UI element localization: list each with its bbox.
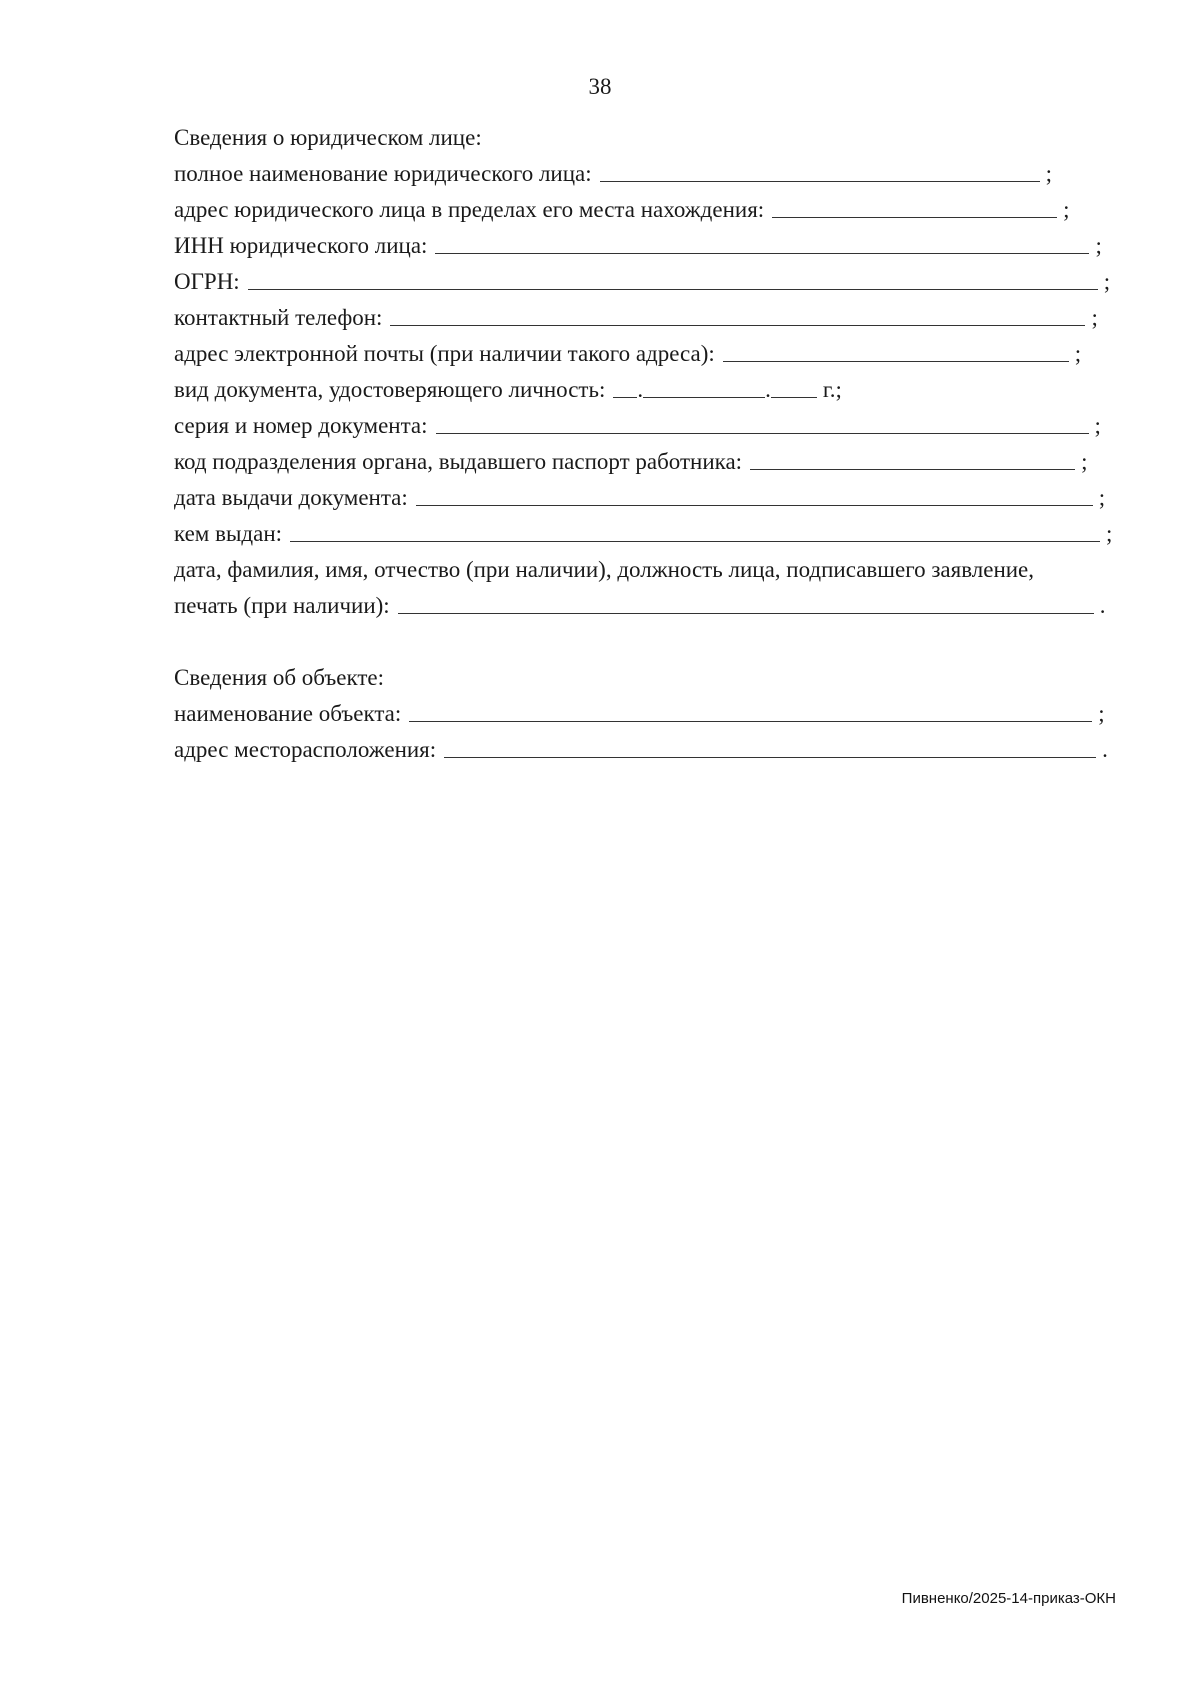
ogrn-label: ОГРН: <box>174 269 240 294</box>
division-code-field[interactable] <box>750 444 1075 470</box>
period: . <box>1099 593 1106 618</box>
phone-field[interactable] <box>390 300 1085 326</box>
email-field[interactable] <box>723 336 1069 362</box>
semicolon: ; <box>1081 449 1088 474</box>
form-content <box>174 120 1120 768</box>
dot: . <box>637 377 644 402</box>
issued-by-label: кем выдан: <box>174 521 283 546</box>
semicolon: ; <box>1063 197 1070 222</box>
division-code-label: код подразделения органа, выдавшего паспорт работника: <box>174 449 743 474</box>
spacer <box>174 624 1120 660</box>
semicolon: ; <box>1045 161 1053 186</box>
doc-series-row <box>174 408 1120 444</box>
semicolon: ; <box>1103 269 1111 294</box>
document-reference: Пивненко/2025-14-приказ-ОКН <box>901 1590 1116 1607</box>
seal-field[interactable] <box>398 588 1094 614</box>
semicolon: ; <box>1091 305 1098 330</box>
object-name-label: наименование объекта: <box>174 701 402 726</box>
full-name-label: полное наименование юридического лица: <box>174 161 592 186</box>
inn-label: ИНН юридического лица: <box>174 233 428 258</box>
year-suffix: г.; <box>822 377 842 402</box>
object-name-row <box>174 696 1120 732</box>
object-name-field[interactable] <box>409 696 1092 722</box>
full-name-row <box>174 156 1120 192</box>
inn-field[interactable] <box>435 228 1089 254</box>
semicolon: ; <box>1106 521 1113 546</box>
page-number: 38 <box>588 74 612 99</box>
section-heading: Сведения о юридическом лице: <box>174 125 482 150</box>
inn-row <box>174 228 1120 264</box>
address-field[interactable] <box>772 192 1057 218</box>
issued-by-row <box>174 516 1120 552</box>
id-doc-type-row <box>174 372 1120 408</box>
doc-series-field[interactable] <box>436 408 1089 434</box>
object-location-field[interactable] <box>444 732 1096 758</box>
year-field[interactable] <box>771 372 817 398</box>
semicolon: ; <box>1094 413 1101 438</box>
signatory-label: дата, фамилия, имя, отчество (при наличии), должность лица, подписавшего заявление, <box>174 557 1035 582</box>
ogrn-row <box>174 264 1120 300</box>
semicolon: ; <box>1098 701 1105 726</box>
day-field[interactable] <box>613 372 637 398</box>
issue-date-row <box>174 480 1120 516</box>
section-heading: Сведения об объекте: <box>174 665 385 690</box>
doc-series-label: серия и номер документа: <box>174 413 428 438</box>
signatory-row <box>174 552 1120 588</box>
date-template <box>613 372 841 408</box>
legal-entity-heading <box>174 120 1120 156</box>
ogrn-field[interactable] <box>248 264 1098 290</box>
semicolon: ; <box>1095 233 1102 258</box>
object-heading-row <box>174 660 1120 696</box>
issued-by-field[interactable] <box>290 516 1100 542</box>
seal-row <box>174 588 1120 624</box>
dot: . <box>765 377 771 402</box>
address-row <box>174 192 1120 228</box>
seal-label: печать (при наличии): <box>174 593 390 618</box>
address-label: адрес юридического лица в пределах его места нахождения: <box>174 197 765 222</box>
division-code-row <box>174 444 1120 480</box>
email-row <box>174 336 1120 372</box>
issue-date-label: дата выдачи документа: <box>174 485 408 510</box>
issue-date-field[interactable] <box>416 480 1093 506</box>
email-label: адрес электронной почты (при наличии такого адреса): <box>174 341 715 366</box>
semicolon: ; <box>1098 485 1106 510</box>
object-location-row <box>174 732 1120 768</box>
phone-row <box>174 300 1120 336</box>
full-name-field[interactable] <box>600 156 1040 182</box>
period: . <box>1102 737 1108 762</box>
id-doc-type-label: вид документа, удостоверяющего личность: <box>174 377 606 402</box>
object-location-label: адрес месторасположения: <box>174 737 437 762</box>
month-field[interactable] <box>643 372 765 398</box>
semicolon: ; <box>1074 341 1082 366</box>
phone-label: контактный телефон: <box>174 305 383 330</box>
